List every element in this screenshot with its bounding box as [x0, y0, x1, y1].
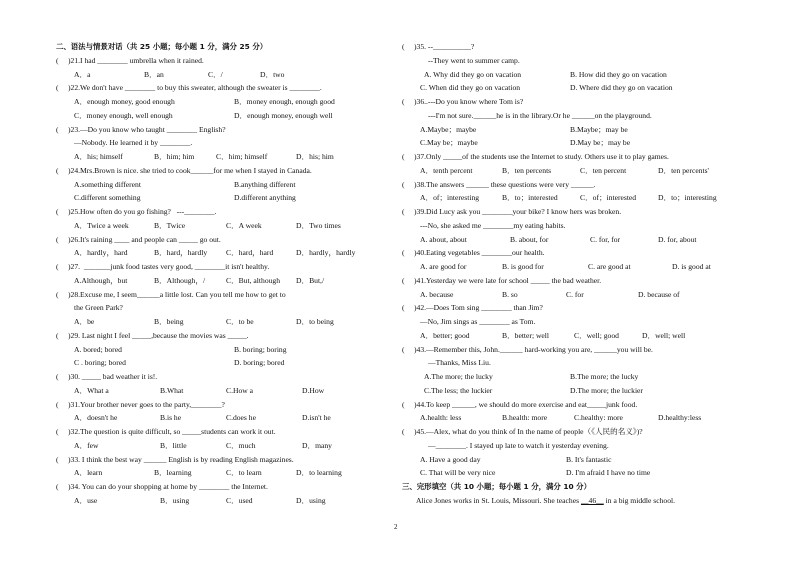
answer-bracket[interactable]: ( — [402, 207, 405, 216]
question-45-options-2 — [402, 466, 738, 480]
question-41 — [402, 274, 738, 288]
question-stem: )42.—Does Tom sing ________ than Jim? — [414, 303, 543, 313]
option-a[interactable]: A．a — [74, 69, 91, 79]
question-36-options-2 — [402, 136, 738, 150]
answer-bracket[interactable]: ( — [56, 399, 59, 409]
question-stem: )33. I think the best way ______ English is by reading English magazines. — [68, 454, 294, 464]
option-a[interactable]: A. are good for — [420, 262, 467, 271]
question-stem: )22.We don't have ________ to buy this sweater, although the sweater is ________. — [68, 83, 322, 93]
question-24-options-2 — [56, 191, 386, 205]
option-a[interactable]: A．What a — [74, 385, 109, 395]
question-41-options — [402, 288, 738, 302]
option-d[interactable]: D．using — [296, 495, 326, 505]
answer-bracket[interactable]: ( — [56, 372, 59, 381]
question-37-options — [402, 164, 738, 178]
option-b[interactable]: B．Although，/ — [154, 275, 206, 285]
option-c[interactable]: C．much — [226, 440, 256, 450]
option-d[interactable]: D. for, about — [658, 234, 697, 244]
option-d[interactable]: D．But,/ — [296, 275, 325, 285]
question-38 — [402, 178, 738, 192]
option-a[interactable]: A.health: less — [420, 413, 462, 423]
option-a[interactable]: A．enough money, good enough — [74, 97, 175, 106]
option-a[interactable]: A. Why did they go on vacation — [424, 69, 522, 79]
option-b[interactable]: B.anything different — [234, 179, 296, 189]
question-38-options — [402, 191, 738, 205]
question-stem: )29. Last night I feel _____,because the movies was _____. — [68, 330, 249, 340]
question-36-line2 — [402, 109, 738, 123]
question-45-options-1 — [402, 453, 738, 467]
question-29-options-2 — [56, 356, 386, 370]
question-29-options-1 — [56, 343, 386, 357]
question-22 — [56, 81, 386, 95]
question-39-line2 — [402, 219, 738, 233]
question-23 — [56, 123, 386, 137]
option-b[interactable]: B．using — [160, 495, 190, 505]
question-43-line2 — [402, 356, 738, 370]
option-d[interactable]: D. is good at — [672, 262, 711, 271]
option-d[interactable]: D. boring; bored — [234, 358, 285, 368]
question-25-options — [56, 219, 386, 233]
option-d[interactable]: D. I'm afraid I have no time — [566, 468, 651, 478]
option-d[interactable]: D．to；interesting — [658, 193, 717, 203]
question-36-options-1 — [402, 123, 738, 137]
option-c[interactable]: C.healthy: more — [574, 413, 623, 423]
question-23-options — [56, 150, 386, 164]
option-c[interactable]: C．ten percent — [580, 165, 627, 175]
option-a[interactable]: A．his; himself — [74, 152, 123, 161]
option-c[interactable]: C．used — [226, 495, 253, 505]
option-a[interactable]: A．few — [74, 440, 99, 450]
option-d[interactable]: D．to being — [296, 317, 334, 326]
option-b[interactable]: B．hard，hardly — [154, 248, 208, 258]
question-31-options — [56, 411, 386, 425]
answer-bracket[interactable]: ( — [402, 344, 405, 354]
question-stem: )45.—Alex, what do you think of In the name of people（《人民的名义》)? — [414, 427, 643, 436]
question-stem: )24.Mrs.Brown is nice. she tried to cook______for me when I stayed in Canada. — [68, 165, 312, 175]
question-28-line2 — [56, 301, 386, 315]
question-21-options — [56, 68, 386, 82]
option-b[interactable]: B. so — [502, 289, 518, 299]
option-b[interactable]: B．being — [154, 317, 184, 326]
question-35-line2 — [402, 54, 738, 68]
question-stem: )41.Yesterday we were late for school _____ the bad weather. — [414, 275, 602, 285]
option-a[interactable]: A.Although，but — [74, 275, 128, 285]
question-35-options-1 — [402, 68, 738, 82]
option-c[interactable]: C . boring; bored — [74, 358, 126, 368]
option-a[interactable]: A．use — [74, 495, 98, 505]
section-title-grammar: 二、语法与情景对话（共 25 小题；每小题 1 分，满分 25 分） — [56, 42, 268, 51]
answer-bracket[interactable]: ( — [402, 275, 405, 285]
question-44 — [402, 398, 738, 412]
cloze-blank-46[interactable]: __46__ — [580, 495, 604, 505]
question-45 — [402, 425, 738, 439]
question-dialogue: —Thanks, Miss Liu. — [428, 358, 491, 368]
option-c[interactable]: C. for, for — [590, 234, 621, 244]
question-26 — [56, 233, 386, 247]
option-a[interactable]: A. bored; bored — [74, 344, 122, 354]
option-b[interactable]: B.health: more — [502, 413, 548, 423]
question-24 — [56, 164, 386, 178]
question-stem: )37.Only _____of the students use the Internet to study. Others use it to play games. — [414, 152, 669, 161]
section-title-cloze: 三、完形填空（共 10 小题；每小题 1 分，满分 10 分） — [402, 482, 591, 491]
answer-bracket[interactable]: ( — [402, 427, 405, 436]
question-36 — [402, 95, 738, 109]
question-29 — [56, 329, 386, 343]
question-43-options-1 — [402, 370, 738, 384]
option-c[interactable]: C．to be — [226, 317, 254, 326]
option-a[interactable]: A.something different — [74, 179, 141, 189]
option-c[interactable]: C．to learn — [226, 468, 262, 478]
option-d[interactable]: D.May be；may be — [570, 138, 631, 148]
option-d[interactable]: D.different anything — [234, 193, 296, 203]
question-dialogue: —No, Jim sings as ________ as Tom. — [420, 317, 536, 326]
answer-bracket[interactable]: ( — [56, 330, 59, 340]
option-d[interactable]: D．ten percents' — [658, 165, 709, 175]
question-stem: )23.—Do you know who taught ________ English? — [68, 124, 226, 134]
question-42-line2 — [402, 315, 738, 329]
question-stem: )21.I had ________ umbrella when it rained. — [68, 55, 204, 65]
question-43-options-2 — [402, 384, 738, 398]
option-c[interactable]: C．hard，hard — [226, 248, 274, 258]
option-d[interactable]: D．well; well — [642, 330, 686, 340]
option-c[interactable]: C．well; good — [574, 330, 619, 340]
question-31 — [56, 398, 386, 412]
option-d[interactable]: D．many — [302, 440, 332, 450]
question-dialogue: ---I'm not sure.______he is in the library.Or he ______on the playground. — [428, 110, 652, 120]
question-40 — [402, 246, 738, 260]
question-35-options-2 — [402, 81, 738, 95]
option-d[interactable]: D．two — [260, 69, 285, 79]
question-stem: )25.How often do you go fishing? ---________. — [68, 207, 217, 216]
answer-bracket[interactable]: ( — [56, 262, 59, 271]
cloze-text — [416, 494, 675, 508]
question-30 — [56, 370, 386, 384]
option-b[interactable]: B.The more; the lucky — [570, 372, 639, 381]
option-b[interactable]: B. is good for — [502, 262, 544, 271]
option-d[interactable]: D．to learning — [296, 468, 342, 478]
option-b[interactable]: B．Twice — [154, 220, 186, 230]
cloze-post: in a big middle school. — [603, 495, 676, 505]
question-stem: )40.Eating vegetables ________our health. — [414, 248, 545, 258]
question-34 — [56, 480, 386, 494]
question-stem: )39.Did Lucy ask you ________your bike? I know hers was broken. — [414, 207, 622, 216]
left-column — [56, 40, 386, 508]
answer-bracket[interactable]: ( — [56, 165, 59, 175]
question-stem: )26.It's raining ____ and people can _____ go out. — [68, 234, 221, 244]
option-b[interactable]: B. about, for — [510, 234, 549, 244]
question-42 — [402, 301, 738, 315]
option-b[interactable]: B．learning — [154, 468, 192, 478]
question-21 — [56, 54, 386, 68]
option-a[interactable]: A．hardly，hard — [74, 248, 128, 258]
question-stem: )38.The answers ______ these questions were very ______. — [414, 179, 596, 189]
question-dialogue: —________. I stayed up late to watch it yesterday evening. — [428, 440, 609, 450]
question-stem: )32.The question is quite difficult, so _____students can work it out. — [68, 427, 276, 436]
cloze-passage-line-1 — [402, 494, 738, 508]
question-43 — [402, 343, 738, 357]
question-dialogue: --They went to summer camp. — [428, 55, 520, 65]
option-d[interactable]: D.isn't he — [302, 413, 331, 423]
option-a[interactable]: A．tenth percent — [420, 165, 473, 175]
option-b[interactable]: B．him; him — [154, 152, 195, 161]
option-c[interactable]: C．money enough, well enough — [74, 110, 173, 120]
option-c[interactable]: C.May be；maybe — [420, 138, 478, 148]
question-39-options — [402, 233, 738, 247]
question-30-options — [56, 384, 386, 398]
option-a[interactable]: A．Twice a week — [74, 220, 129, 230]
question-26-options — [56, 246, 386, 260]
question-28 — [56, 288, 386, 302]
option-c[interactable]: C.different something — [74, 193, 141, 203]
question-44-options — [402, 411, 738, 425]
option-a[interactable]: A．of；interesting — [420, 193, 480, 203]
option-a[interactable]: A．learn — [74, 468, 103, 478]
question-stem: )30. _____ bad weather it is!. — [68, 372, 158, 381]
option-c[interactable]: C. That will be very nice — [420, 468, 496, 478]
option-b[interactable]: B. It's fantastic — [566, 454, 612, 464]
question-28-options — [56, 315, 386, 329]
option-c[interactable]: C．him; himself — [216, 152, 268, 161]
question-27 — [56, 260, 386, 274]
option-d[interactable]: D.healthy:less — [658, 413, 702, 423]
option-b[interactable]: B.What — [160, 385, 184, 395]
option-c[interactable]: C.does he — [226, 413, 256, 423]
question-40-options — [402, 260, 738, 274]
question-dialogue: —Nobody. He learned it by ________. — [74, 138, 193, 148]
question-42-options — [402, 329, 738, 343]
question-32-options — [56, 439, 386, 453]
option-c[interactable]: C. for — [566, 289, 584, 299]
option-b[interactable]: B．little — [160, 440, 187, 450]
answer-bracket[interactable]: ( — [56, 454, 59, 464]
option-c[interactable]: C. are good at — [588, 262, 631, 271]
question-continuation: the Green Park? — [74, 303, 123, 313]
option-b[interactable]: B．better; well — [502, 330, 550, 340]
answer-bracket[interactable]: ( — [56, 234, 59, 244]
option-a[interactable]: A.The more; the lucky — [424, 372, 493, 381]
answer-bracket[interactable]: ( — [402, 152, 405, 161]
page-number: 2 — [394, 523, 398, 531]
option-d[interactable]: D．Two times — [296, 220, 341, 230]
answer-bracket[interactable]: ( — [56, 482, 59, 491]
option-a[interactable]: A．better; good — [420, 330, 470, 340]
answer-bracket[interactable]: ( — [402, 179, 405, 189]
option-d[interactable]: D．his; him — [296, 152, 334, 161]
question-37 — [402, 150, 738, 164]
option-d[interactable]: D．hardly，hardly — [296, 248, 356, 258]
answer-bracket[interactable]: ( — [56, 207, 59, 216]
answer-bracket[interactable]: ( — [402, 399, 405, 409]
question-stem: )28.Excuse me, I seem______a little lost. Can you tell me how to get to — [68, 289, 286, 299]
option-b[interactable]: B．money enough, enough good — [234, 97, 335, 106]
answer-bracket[interactable]: ( — [56, 83, 59, 93]
question-dialogue: ---No, she asked me ________my eating habits. — [420, 220, 566, 230]
right-column — [402, 40, 738, 508]
question-33 — [56, 453, 386, 467]
option-d[interactable]: D.The more; the luckier — [570, 385, 643, 395]
question-stem: )35. --__________? — [414, 42, 475, 51]
option-b[interactable]: B.Maybe；may be — [570, 124, 628, 134]
question-stem: )31.Your brother never goes to the party,________? — [68, 399, 225, 409]
question-39 — [402, 205, 738, 219]
answer-bracket[interactable]: ( — [56, 289, 59, 299]
option-d[interactable]: D. Where did they go on vacation — [570, 83, 673, 93]
option-a[interactable]: A. about, about — [420, 234, 467, 244]
option-a[interactable]: A．doesn't he — [74, 413, 118, 423]
question-45-line2 — [402, 439, 738, 453]
question-stem: )36..---Do you know where Tom is? — [414, 97, 524, 106]
option-c[interactable]: C．/ — [208, 69, 223, 79]
question-23-line2 — [56, 136, 386, 150]
answer-bracket[interactable]: ( — [56, 427, 59, 436]
answer-bracket[interactable]: ( — [402, 248, 405, 258]
option-c[interactable]: C．of；interested — [580, 193, 637, 203]
question-25 — [56, 205, 386, 219]
option-c[interactable]: C．A week — [226, 220, 262, 230]
question-22-options-1 — [56, 95, 386, 109]
option-d[interactable]: D．enough money, enough well — [234, 110, 333, 120]
option-b[interactable]: B. How did they go on vacation — [570, 69, 667, 79]
question-stem: )44.To keep ______, we should do more exercise and eat_____junk food. — [414, 399, 638, 409]
question-35 — [402, 40, 738, 54]
question-24-options-1 — [56, 178, 386, 192]
question-32 — [56, 425, 386, 439]
option-b[interactable]: B．to；interested — [502, 193, 558, 203]
cloze-pre: Alice Jones works in St. Louis, Missouri. She teaches — [416, 495, 580, 505]
option-b[interactable]: B. boring; boring — [234, 344, 287, 354]
option-a[interactable]: A. because — [420, 289, 454, 299]
option-d[interactable]: D. because of — [638, 289, 680, 299]
option-b[interactable]: B.is he — [160, 413, 182, 423]
option-a[interactable]: A．be — [74, 317, 95, 326]
option-a[interactable]: A. Have a good day — [420, 454, 481, 464]
question-27-options — [56, 274, 386, 288]
option-d[interactable]: D.How — [302, 385, 325, 395]
answer-bracket[interactable]: ( — [402, 42, 405, 51]
option-c[interactable]: C.How a — [226, 385, 253, 395]
question-stem: )27. _______junk food tastes very good, ________it isn't healthy. — [68, 262, 270, 271]
option-c[interactable]: C.The less; the luckier — [424, 385, 493, 395]
question-stem: )34. You can do your shopping at home by ________ the Internet. — [68, 482, 268, 491]
option-b[interactable]: B．ten percents — [502, 165, 552, 175]
question-stem: )43.—Remember this, John.______ hard-working you are, ______you will be. — [414, 344, 653, 354]
answer-bracket[interactable]: ( — [402, 97, 405, 106]
option-c[interactable]: C. When did they go on vacation — [420, 83, 521, 93]
answer-bracket[interactable]: ( — [402, 303, 405, 313]
answer-bracket[interactable]: ( — [56, 124, 59, 134]
option-b[interactable]: B．an — [144, 69, 164, 79]
option-c[interactable]: C．But, although — [226, 275, 281, 285]
question-34-options — [56, 494, 386, 508]
answer-bracket[interactable]: ( — [56, 55, 59, 65]
question-22-options-2 — [56, 109, 386, 123]
option-a[interactable]: A.Maybe；maybe — [420, 124, 477, 134]
question-33-options — [56, 466, 386, 480]
